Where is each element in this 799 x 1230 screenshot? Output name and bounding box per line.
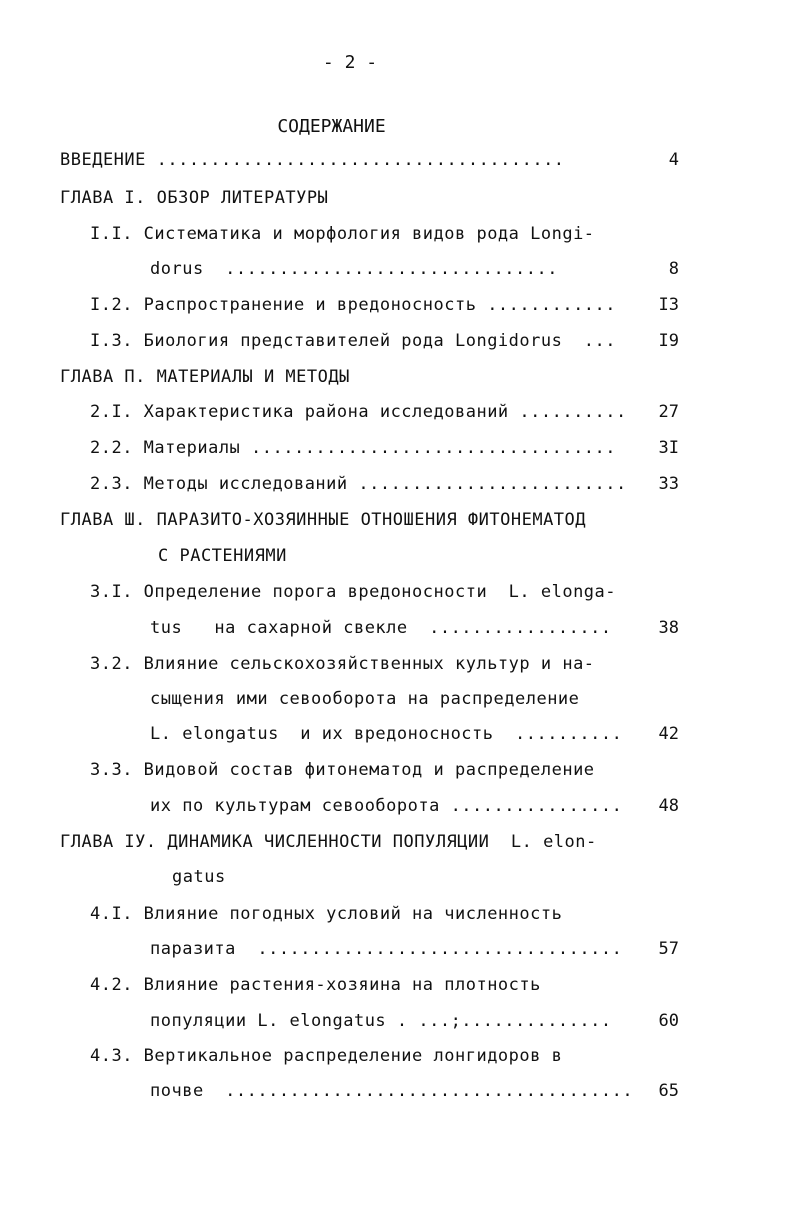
toc-entry-3-1-line1: 3.I. Определение порога вредоносности L. elonga- bbox=[90, 582, 617, 602]
toc-entry-3-3-line2: их по культурам севооборота ................ bbox=[150, 796, 623, 816]
toc-entry-4-2-line1: 4.2. Влияние растения-хозяина на плотность bbox=[90, 975, 541, 995]
toc-entry-2-2: 2.2. Материалы .................................. bbox=[90, 438, 617, 458]
toc-page-2-2: 3I bbox=[658, 438, 679, 458]
toc-page-4-2: 60 bbox=[658, 1011, 679, 1031]
toc-page-4-1: 57 bbox=[658, 939, 679, 959]
toc-page-2-3: 33 bbox=[658, 474, 679, 494]
toc-entry-4-3-line1: 4.3. Вертикальное распределение лонгидоров в bbox=[90, 1046, 563, 1066]
toc-entry-1-1-line2: dorus ............................... bbox=[150, 259, 558, 279]
toc-page-4-3: 65 bbox=[658, 1081, 679, 1101]
toc-chapter-4-line2: gatus bbox=[172, 867, 226, 887]
toc-chapter-1: ГЛАВА I. ОБЗОР ЛИТЕРАТУРЫ bbox=[60, 188, 329, 208]
toc-entry-4-1-line2: паразита .................................. bbox=[150, 939, 623, 959]
toc-entry-3-1-line2: tus на сахарной свекле ................. bbox=[150, 618, 612, 638]
toc-page-3-2: 42 bbox=[658, 724, 679, 744]
toc-title: СОДЕРЖАНИЕ bbox=[277, 116, 386, 137]
toc-chapter-2: ГЛАВА П. МАТЕРИАЛЫ И МЕТОДЫ bbox=[60, 367, 350, 387]
toc-entry-3-2-line1: 3.2. Влияние сельскохозяйственных культур и на- bbox=[90, 654, 595, 674]
toc-page-1-2: I3 bbox=[658, 295, 679, 315]
toc-chapter-3-line2: С РАСТЕНИЯМИ bbox=[158, 546, 287, 566]
toc-page-3-1: 38 bbox=[658, 618, 679, 638]
toc-page-3-3: 48 bbox=[658, 796, 679, 816]
toc-chapter-4-line1: ГЛАВА IУ. ДИНАМИКА ЧИСЛЕННОСТИ ПОПУЛЯЦИИ L. elon- bbox=[60, 832, 597, 852]
toc-entry-1-3: I.3. Биология представителей рода Longidorus ... bbox=[90, 331, 617, 351]
toc-page-1-1: 8 bbox=[668, 259, 679, 279]
toc-page-1-3: I9 bbox=[658, 331, 679, 351]
toc-entry-4-2-line2: популяции L. elongatus . ...;.............. bbox=[150, 1011, 612, 1031]
toc-entry-3-3-line1: 3.3. Видовой состав фитонематод и распределение bbox=[90, 760, 595, 780]
toc-entry-2-1: 2.I. Характеристика района исследований .......... bbox=[90, 402, 627, 422]
toc-entry-2-3: 2.3. Методы исследований ......................... bbox=[90, 474, 627, 494]
toc-entry-4-1-line1: 4.I. Влияние погодных условий на численность bbox=[90, 904, 563, 924]
toc-entry-intro: ВВЕДЕНИЕ ...................................... bbox=[60, 150, 565, 170]
toc-entry-4-3-line2: почве ...................................... bbox=[150, 1081, 634, 1101]
page-number: - 2 - bbox=[322, 52, 378, 73]
toc-entry-3-2-line2: сыщения ими севооборота на распределение bbox=[150, 689, 580, 709]
toc-entry-3-2-line3: L. elongatus и их вредоносность .......... bbox=[150, 724, 623, 744]
toc-entry-1-2: I.2. Распространение и вредоносность ............ bbox=[90, 295, 617, 315]
toc-page-intro: 4 bbox=[668, 150, 679, 170]
toc-chapter-3-line1: ГЛАВА Ш. ПАРАЗИТО-ХОЗЯИННЫЕ ОТНОШЕНИЯ ФИТОНЕМАТОД bbox=[60, 510, 587, 530]
toc-entry-1-1-line1: I.I. Систематика и морфология видов рода Longi- bbox=[90, 224, 595, 244]
toc-page-2-1: 27 bbox=[658, 402, 679, 422]
